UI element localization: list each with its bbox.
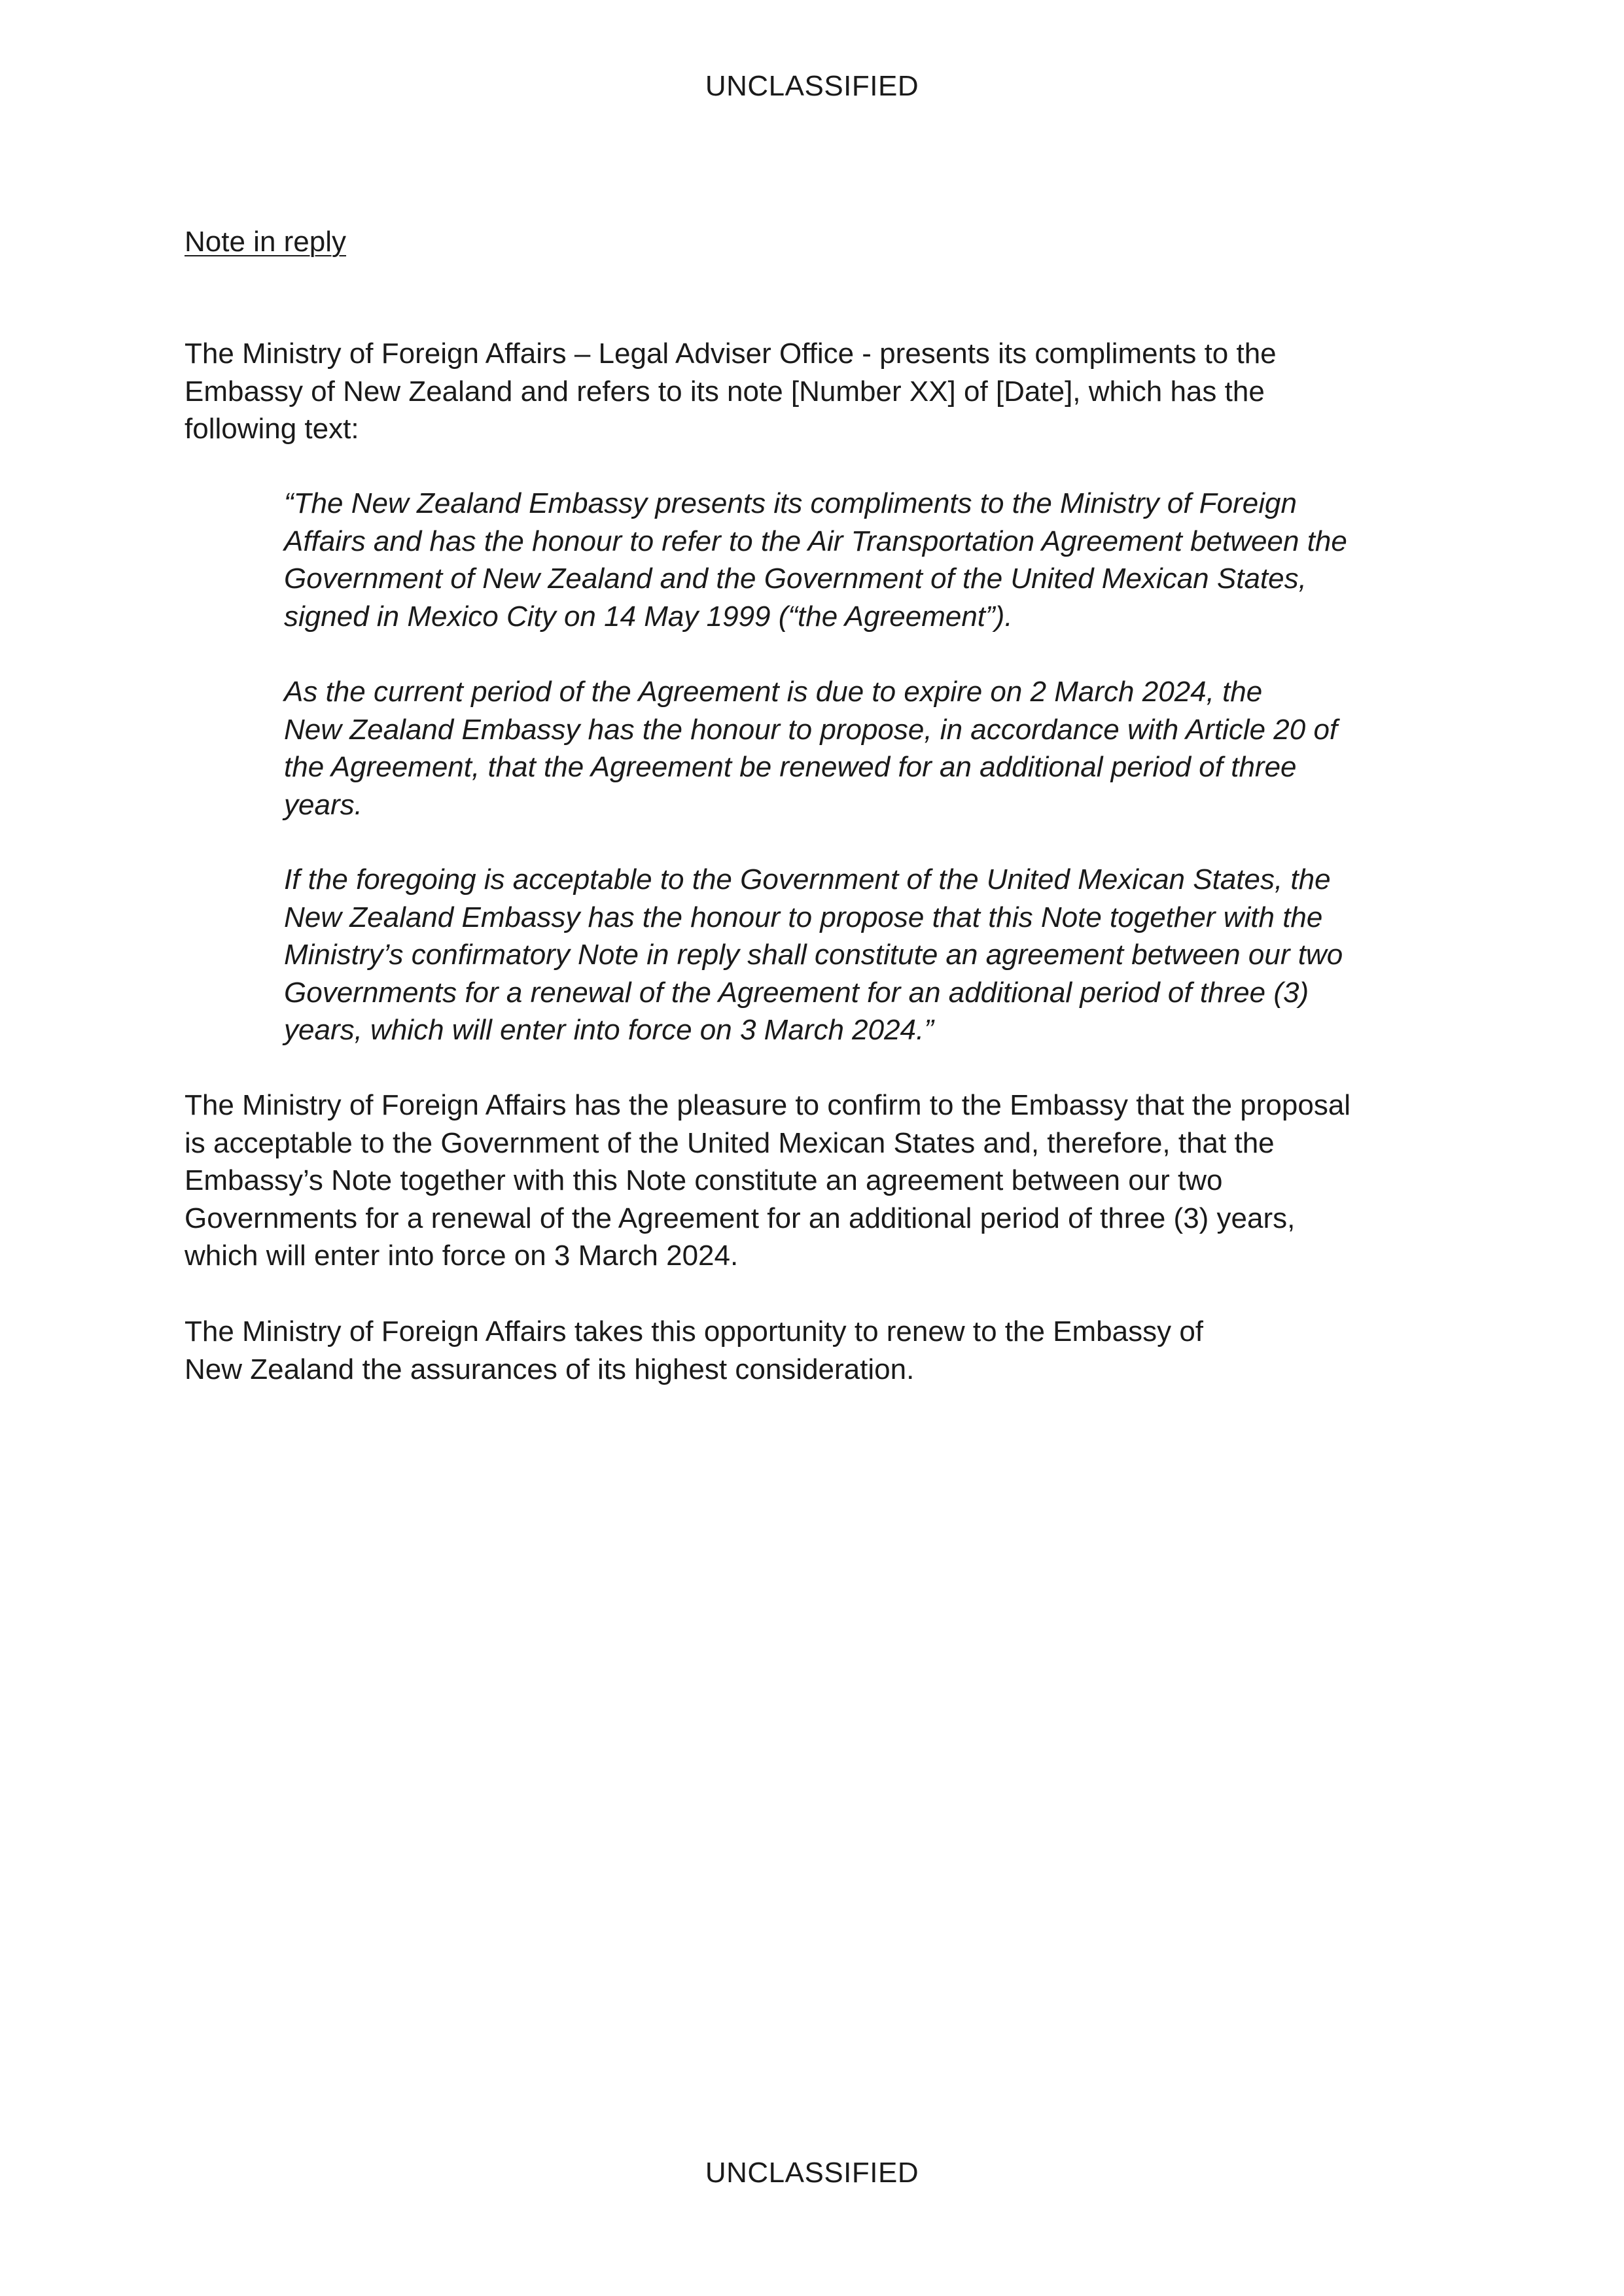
quoted-line: Governments for a renewal of the Agreement for an additional period of three (3) [284, 976, 1309, 1009]
quoted-note-paragraph-2 [284, 673, 1409, 824]
intro-paragraph [185, 335, 1428, 448]
intro-line: following text: [185, 413, 359, 445]
intro-line: Embassy of New Zealand and refers to its note [Number XX] of [Date], which has the [185, 375, 1265, 408]
confirmation-line: The Ministry of Foreign Affairs has the pleasure to confirm to the Embassy that the proposal [185, 1089, 1351, 1121]
closing-line: The Ministry of Foreign Affairs takes this opportunity to renew to the Embassy of [185, 1315, 1204, 1348]
quoted-line: years. [284, 788, 362, 821]
quoted-line: “The New Zealand Embassy presents its compliments to the Ministry of Foreign [284, 487, 1297, 519]
quoted-line: signed in Mexico City on 14 May 1999 (“the Agreement”). [284, 600, 1013, 633]
quoted-line: New Zealand Embassy has the honour to propose, in accordance with Article 20 of [284, 713, 1338, 746]
confirmation-line: which will enter into force on 3 March 2024. [185, 1240, 739, 1272]
footer-classification-marking: UNCLASSIFIED [705, 2157, 919, 2189]
quoted-line: New Zealand Embassy has the honour to propose that this Note together with the [284, 901, 1323, 933]
confirmation-line: Embassy’s Note together with this Note constitute an agreement between our two [185, 1164, 1223, 1196]
quoted-line: As the current period of the Agreement is due to expire on 2 March 2024, the [284, 676, 1263, 708]
closing-paragraph [185, 1313, 1428, 1388]
closing-line: New Zealand the assurances of its highest consideration. [185, 1353, 915, 1385]
quoted-line: Affairs and has the honour to refer to the Air Transportation Agreement between the [284, 525, 1347, 557]
quoted-note-paragraph-3 [284, 861, 1409, 1049]
header-classification-marking: UNCLASSIFIED [705, 70, 919, 102]
quoted-line: If the foregoing is acceptable to the Government of the United Mexican States, the [284, 863, 1331, 896]
confirmation-paragraph [185, 1087, 1428, 1275]
quoted-line: Ministry’s confirmatory Note in reply shall constitute an agreement between our two [284, 939, 1343, 971]
intro-line: The Ministry of Foreign Affairs – Legal Adviser Office - presents its compliments to the [185, 338, 1277, 370]
quoted-line: Government of New Zealand and the Government of the United Mexican States, [284, 563, 1307, 595]
quoted-note-paragraph-1 [284, 485, 1409, 635]
confirmation-line: Governments for a renewal of the Agreement for an additional period of three (3) years, [185, 1202, 1296, 1234]
quoted-line: the Agreement, that the Agreement be renewed for an additional period of three [284, 751, 1297, 783]
quoted-line: years, which will enter into force on 3 March 2024.” [284, 1014, 934, 1046]
confirmation-line: is acceptable to the Government of the United Mexican States and, therefore, that the [185, 1126, 1275, 1159]
note-heading: Note in reply [185, 226, 347, 258]
